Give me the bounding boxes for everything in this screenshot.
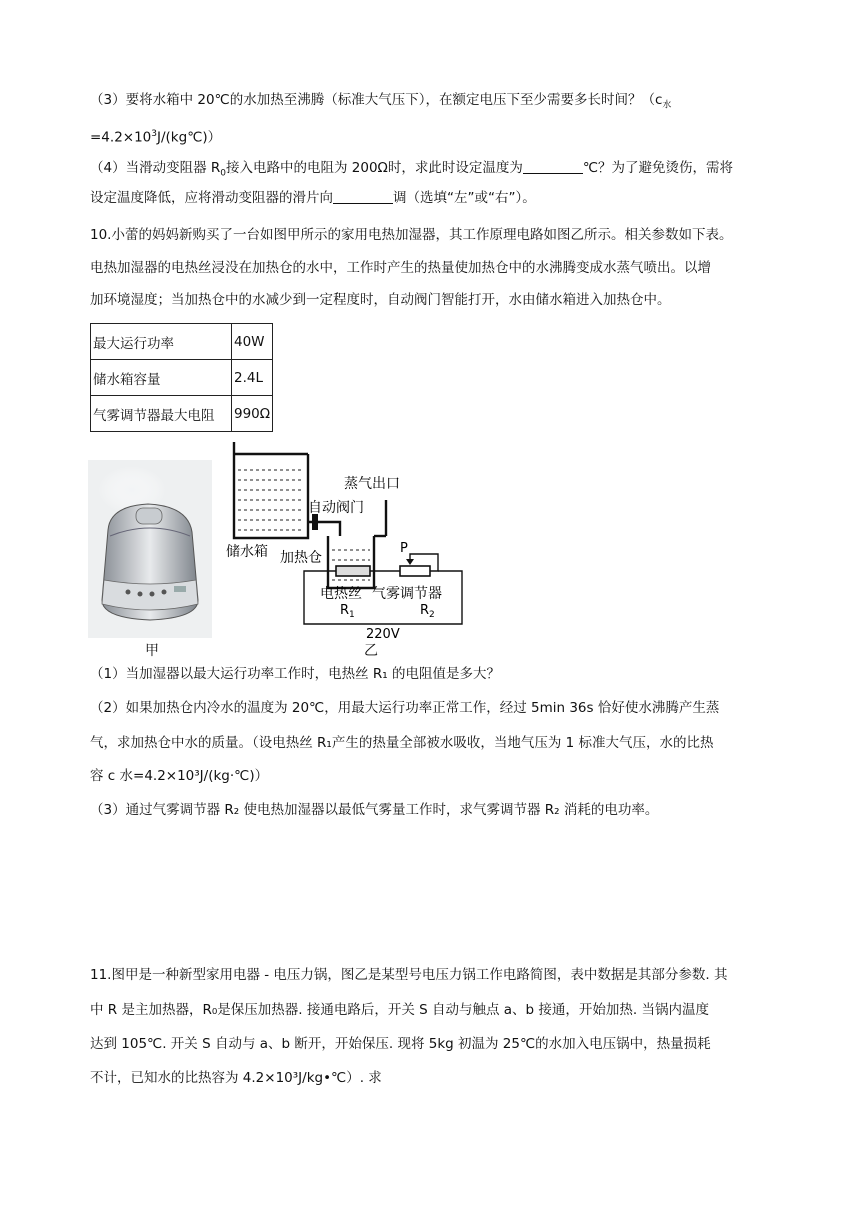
q9-part4: （4）当滑动变阻器 $R_0$接入电路中的电阻为 200Ω时，求此时设定温度为 ℃？为了避免烫伤，需将	[90, 160, 734, 179]
q11-l1: 11.图甲是一种新型家用电器 - 电压力锅，图乙是某型号电压力锅工作电路简图，表中数据是其部分参数. 其	[90, 967, 728, 983]
answer-blank-temp[interactable]	[523, 159, 583, 174]
circuit-diagram	[224, 440, 474, 640]
label-r2: $R_2$	[420, 603, 435, 620]
label-heating-chamber: 加热仓	[280, 550, 322, 566]
parameter-table	[90, 323, 273, 432]
resistor-r1	[336, 566, 370, 576]
label-tank: 储水箱	[226, 544, 268, 560]
table-cell-value: 2.4L	[232, 360, 273, 396]
q10-part3: （3）通过气雾调节器 R₂ 使电热加湿器以最低气雾量工作时，求气雾调节器 R₂ 消耗的电功率。	[90, 802, 659, 818]
q9-part4-cont: 设定温度降低，应将滑动变阻器的滑片向 调（选填“左”或“右”）。	[90, 190, 536, 206]
q10-part1: （1）当加湿器以最大运行功率工作时，电热丝 R₁ 的电阻值是多大？	[90, 666, 500, 682]
label-p: P	[400, 541, 408, 556]
q10-part2-l2: 气，求加热仓中水的质量。（设电热丝 R₁产生的热量全部被水吸收，当地气压为 1 标准大气压，水的比热	[90, 735, 714, 751]
label-r1: $R_1$	[340, 603, 355, 620]
resistor-r2	[400, 566, 430, 576]
table-cell-value: 40W	[232, 324, 273, 360]
table-cell-value: 990Ω	[232, 396, 273, 432]
table-cell-key: 储水箱容量	[91, 360, 232, 396]
table-row	[91, 324, 273, 360]
q11-l4: 不计，已知水的比热容为 4.2×10³J/kg•℃）. 求	[90, 1070, 382, 1086]
q10-part2-l3: 容 c 水=4.2×10³J/(kg·℃)）	[90, 768, 269, 784]
table-cell-key: 最大运行功率	[91, 324, 232, 360]
slider-arrow-icon	[406, 559, 414, 565]
answer-blank-direction[interactable]	[333, 189, 393, 204]
caption-yi: 乙	[364, 643, 378, 659]
q11-l2: 中 R 是主加热器，R₀是保压加热器. 接通电路后，开关 S 自动与触点 a、b 接通，开始加热. 当锅内温度	[90, 1002, 709, 1018]
table-cell-key: 气雾调节器最大电阻	[91, 396, 232, 432]
label-voltage: 220V	[366, 627, 400, 640]
caption-jia: 甲	[145, 643, 159, 659]
humidifier-photo	[88, 460, 212, 638]
label-auto-valve: 自动阀门	[308, 500, 364, 516]
label-regulator: 气雾调节器	[372, 586, 442, 602]
q9-part3-cont: $=4.2\times 10^3J/(kg℃)$）	[90, 129, 222, 146]
label-steam-outlet: 蒸气出口	[344, 476, 400, 492]
table-row	[91, 396, 273, 432]
q9-part3: （3）要将水箱中 20℃的水加热至沸腾（标准大气压下），在额定电压下至少需要多长时间？（$c_水$	[90, 92, 672, 111]
q10-intro-l1: 10.小蕾的妈妈新购买了一台如图甲所示的家用电热加湿器，其工作原理电路如图乙所示。相关参数如下表。	[90, 227, 733, 243]
q10-part2-l1: （2）如果加热仓内冷水的温度为 20℃，用最大运行功率正常工作，经过 5min 36s 恰好使水沸腾产生蒸	[90, 700, 720, 716]
q11-l3: 达到 105℃. 开关 S 自动与 a、b 断开，开始保压. 现将 5kg 初温为 25℃的水加入电压锅中，热量损耗	[90, 1036, 711, 1052]
valve-icon	[312, 514, 318, 530]
label-wire: 电热丝	[320, 586, 362, 602]
q10-intro-l2: 电热加湿器的电热丝浸没在加热仓的水中，工作时产生的热量使加热仓中的水沸腾变成水蒸气喷出。以增	[90, 260, 711, 276]
q10-intro-l3: 加环境湿度；当加热仓中的水减少到一定程度时，自动阀门智能打开，水由储水箱进入加热仓中。	[90, 292, 671, 308]
table-row	[91, 360, 273, 396]
